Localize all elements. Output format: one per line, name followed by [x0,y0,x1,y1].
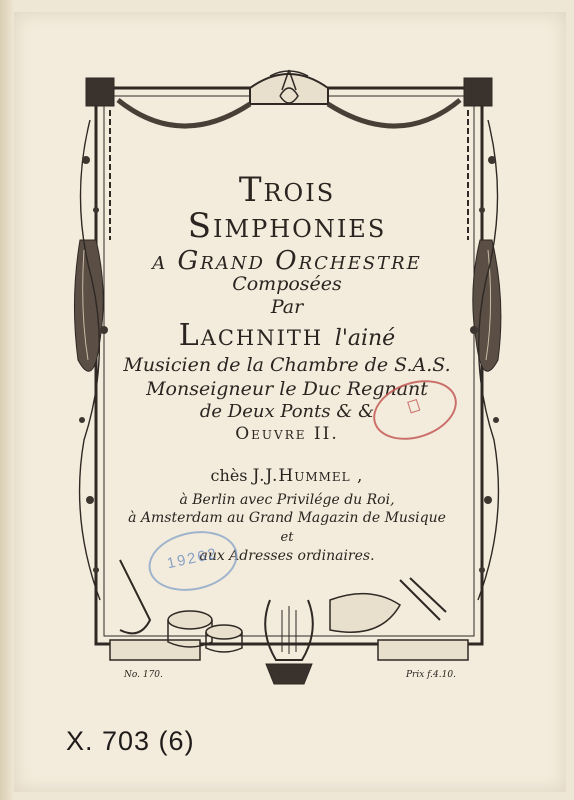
role-line-1: Musicien de la Chambre de S.A.S. [123,354,451,376]
title-line-1: Trois [238,170,336,210]
publisher-et: et [280,530,294,545]
publisher-line [0,466,574,486]
price-label: Prix f.4.10. [406,670,456,680]
opus-number: Oeuvre II. [235,424,339,444]
publisher-prefix: chès [210,466,248,485]
role-line-3: de Deux Ponts & & [199,401,375,422]
composer-suffix: l'ainé [334,326,396,351]
publisher-amsterdam: à Amsterdam au Grand Magazin de Musique [128,510,446,526]
by-label: Par [270,296,304,318]
role-line-2: Monseigneur le Duc Regnant [146,378,428,400]
plate-number: No. 170. [124,670,163,680]
publisher-berlin: à Berlin avec Privilége du Roi, [179,492,395,508]
composer-name: Lachnith [178,318,324,353]
publisher-name: J.J.Hummel , [252,466,364,486]
composed-label: Composées [232,273,342,295]
red-stamp-inner: ​ [407,399,420,414]
title-line-2: Simphonies [187,206,387,246]
blue-library-stamp: 19262 [143,523,243,598]
composer-line [0,318,574,353]
shelfmark: X. 703 (6) [66,726,195,756]
publisher-addresses: aux Adresses ordinaires. [199,548,375,564]
title-line-3: a Grand Orchestre [152,246,422,276]
